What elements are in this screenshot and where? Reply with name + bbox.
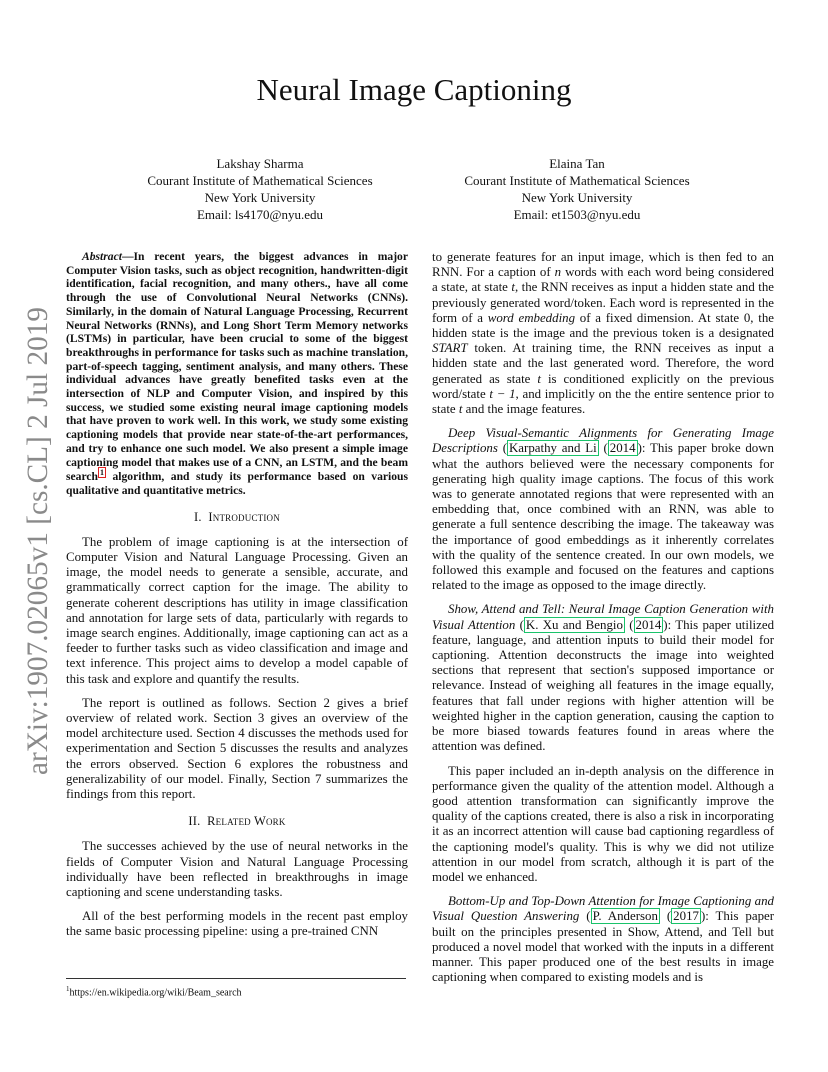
footnote-link[interactable]: 1 bbox=[100, 468, 104, 478]
abstract-label: Abstract bbox=[82, 250, 122, 263]
abstract bbox=[66, 250, 408, 498]
footnote bbox=[66, 983, 408, 999]
abstract-text-end: algorithm, and study its performance based on various qualitative and quantitative metrics. bbox=[66, 470, 408, 497]
citation-link[interactable]: P. Anderson bbox=[592, 909, 658, 924]
paper-title-ref: Show, Attend and Tell: Neural Image Caption Generation with Visual Attention bbox=[432, 602, 774, 632]
section-number: II. bbox=[188, 814, 201, 829]
citation-link[interactable]: Karpathy and Li bbox=[509, 441, 597, 456]
paper-title-ref: Bottom-Up and Top-Down Attention for Image Captioning and Visual Question Answering bbox=[432, 894, 774, 924]
author-block-2 bbox=[417, 155, 737, 223]
related-paper-bottom-up: Bottom-Up and Top-Down Attention for Image Captioning and Visual Question Answering ( P. Anderson ( 2017 ): This paper built on the principles presented in Show, Attend, and Tell but produced a novel model that worked with the inputs in a different manner. This paper produced one of the best results in image captioning when compared to existing models and is bbox=[432, 894, 775, 985]
related-paper-show-attend-tell: Show, Attend and Tell: Neural Image Caption Generation with Visual Attention ( K. Xu and Bengio ( 2014 ): This paper utilized feature, language, and attention inputs to build their model for captioning. Attention deconstructs the image into weighted sections that represent that section's supposed importance or relevance. Instead of weighing all features in the image equally, features that fall under regions with higher attention will be weighted higher in the caption generation, causing the caption to be more biased towards features found in areas where the attention was defined. bbox=[432, 602, 775, 754]
author-email: Email: et1503@nyu.edu bbox=[513, 207, 641, 222]
intro-paragraph-2: The report is outlined as follows. Section 2 gives a brief overview of related work. Section 3 gives an overview of the model architecture used. Section 4 discusses the methods used for experimentation and Section 5 discusses the results and analyzes the errors observed. Section 6 explores the robustness and generalizability of our model. Finally, Section 7 summarizes the findings from this report. bbox=[66, 695, 408, 801]
citation-link[interactable]: K. Xu and Bengio bbox=[525, 617, 623, 632]
related-paragraph-1: The successes achieved by the use of neural networks in the fields of Computer Vision and Natural Language Processing individually have been reflected in breakthroughs in image captioning and scene understanding tasks. bbox=[66, 839, 408, 899]
paper-title: Neural Image Captioning bbox=[256, 72, 572, 107]
right-column bbox=[432, 250, 774, 994]
attention-analysis-paragraph: This paper included an in-depth analysis on the difference in performance given the quality of the attention model. Although a good attention transformation can significantly improve the quality of the captions created, there is also a risk in incorporating it as an incorrect attention will cause bad captioning regardless of the captioning model's quality. This is why we did not utilize attention in our model from scratch, although it is part of the model we enhanced. bbox=[432, 763, 774, 884]
related-paragraph-2: All of the best performing models in the recent past employ the same basic processing pipeline: using a pre-trained CNN bbox=[66, 909, 408, 939]
author-block-1 bbox=[100, 155, 420, 223]
section-title: Related Work bbox=[207, 814, 286, 829]
section-title: Introduction bbox=[208, 509, 280, 524]
abstract-dash: — bbox=[121, 250, 134, 263]
left-column bbox=[66, 250, 408, 949]
author-name: Lakshay Sharma bbox=[216, 156, 304, 171]
intro-paragraph-1: The problem of image captioning is at the intersection of Computer Vision and Natural Language Processing. Given an image, the model needs to generate a sensible, accurate, and grammatically correct caption for the image. The ability to generate coherent descriptions has utility in image classification and annotation for large sets of data, particularly with regards to image search engines. Additionally, image captioning can act as a feeder to further tasks such as video classification and image and text inference. This project aims to develop a model capable of this task and explore and quantify the results. bbox=[66, 534, 408, 686]
author-email: Email: ls4170@nyu.edu bbox=[196, 207, 324, 222]
author-university: New York University bbox=[204, 190, 316, 205]
arxiv-identifier-stamp bbox=[16, 305, 56, 775]
citation-year-link[interactable]: 2017 bbox=[673, 909, 699, 924]
abstract-text: In recent years, the biggest advances in major Computer Vision tasks, such as object recognition, handwritten-digit identification, facial recognition, and many others., have all come through the use of Convolutional Neural Networks (CNNs). Similarly, in the domain of Natural Language Processing, Recurrent Neural Networks (RNNs), and Long Short Term Memory networks (LSTMs) in particular, have been crucial to some of the biggest breakthroughs in performance for tasks such as machine translation, part-of-speech tagging, sentiment analysis, and many others. These individual advances have greatly benefited tasks even at the intersection of NLP and Computer Vision, and inspired by this success, we studied some existing neural image captioning models that have proven to work well. In this work, we study some existing captioning models that provide near state-of-the-art performances, and try to enhance one such model. We also present a simple image captioning model that makes use of a CNN, an LSTM, and the beam search bbox=[66, 250, 408, 484]
pipeline-paragraph: to generate features for an input image, which is then fed to an RNN. For a caption of n words with each word being considered a state, at state t, the RNN receives as input a hidden state and the previously generated word/token. Each word is represented in the form of a word embedding of a fixed dimension. At state 0, the hidden state is the image and the previous token is a designated START token. At training time, the RNN receives as input a hidden state and the last generated word. Therefore, the word generated as state t is conditioned explicitly on the previous word/state t − 1, and implicitly on the the entire sentence prior to state t and the image features. bbox=[432, 250, 775, 417]
footnote-url[interactable]: https://en.wikipedia.org/wiki/Beam_search bbox=[69, 987, 242, 999]
citation-year-link[interactable]: 2014 bbox=[635, 617, 662, 632]
author-university: New York University bbox=[521, 190, 633, 205]
arxiv-stamp-text: arXiv:1907.02065v1 [cs.CL] 2 Jul 2019 bbox=[21, 305, 54, 775]
footnote-divider bbox=[66, 978, 406, 979]
citation-year-link[interactable]: 2014 bbox=[609, 441, 636, 456]
author-institution: Courant Institute of Mathematical Sciences bbox=[464, 173, 690, 188]
author-name: Elaina Tan bbox=[549, 156, 605, 171]
footnote-number: 1 bbox=[66, 985, 70, 993]
section-heading-related-work bbox=[66, 814, 408, 829]
section-number: I. bbox=[194, 509, 202, 524]
related-paper-karpathy: Deep Visual-Semantic Alignments for Generating Image Descriptions ( Karpathy and Li ( 2014 ): This paper broke down what the authors believed were the necessary components for generating high quality image captions. The focus of this work was to generate annotated regions that were represented with an embedding that, once combined with an RNN, was able to generate a full sentence describing the image. The takeaway was the importance of good embeddings as it inherently correlates with the quality of the sentence created. In our own models, we followed this example and focused on the features and captions related to the image as opposed to the image directly. bbox=[432, 426, 775, 593]
section-heading-introduction bbox=[66, 510, 408, 525]
paper-title-ref: Deep Visual-Semantic Alignments for Generating Image Descriptions bbox=[432, 426, 774, 456]
author-institution: Courant Institute of Mathematical Sciences bbox=[147, 173, 373, 188]
